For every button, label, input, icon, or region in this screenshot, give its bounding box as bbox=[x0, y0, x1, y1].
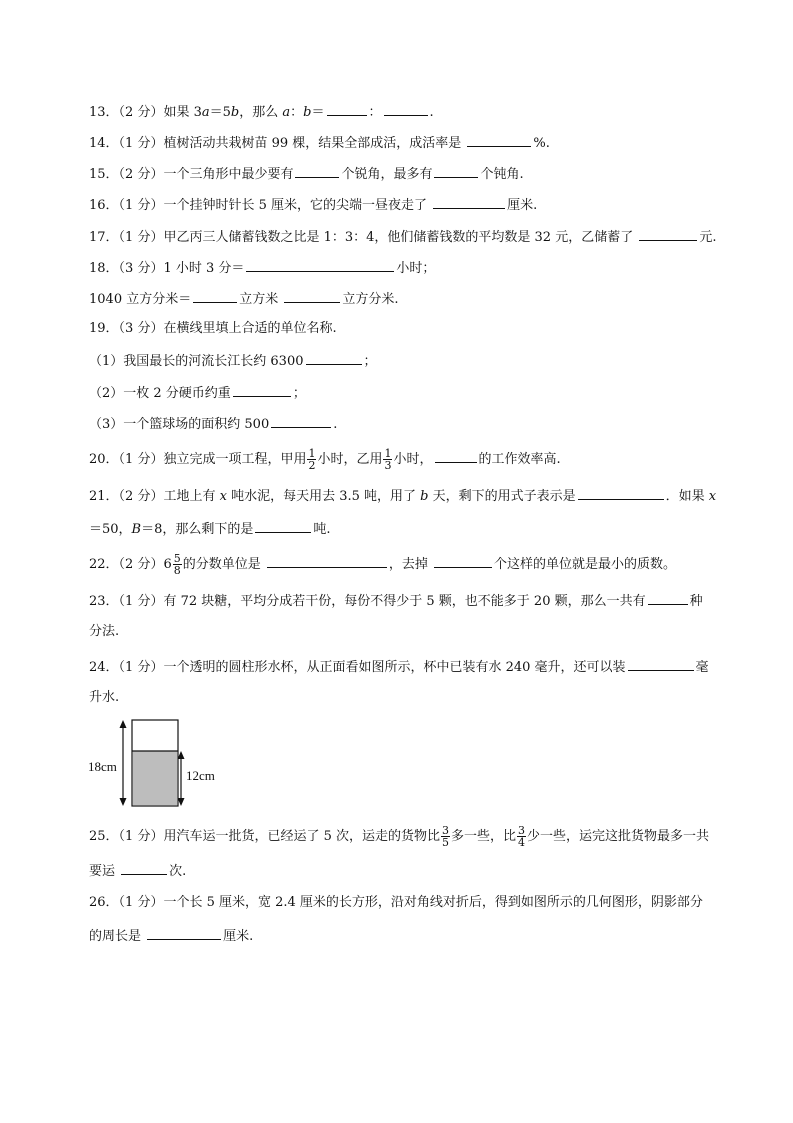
question-25 bbox=[89, 824, 709, 850]
question-text: ，去掉 bbox=[388, 557, 433, 572]
question-text: 升水. bbox=[89, 690, 120, 705]
question-text: （1）我国最长的河流长江长约 6300 bbox=[89, 354, 304, 369]
answer-blank[interactable] bbox=[628, 656, 694, 671]
question-13 bbox=[89, 101, 434, 123]
answer-blank[interactable] bbox=[193, 288, 237, 303]
fraction bbox=[173, 553, 182, 576]
question-text: ＝ bbox=[311, 105, 325, 120]
question-19-sub-3 bbox=[89, 413, 337, 435]
question-text: ＝5 bbox=[209, 105, 231, 120]
variable: b bbox=[420, 489, 429, 504]
variable: a bbox=[282, 105, 291, 120]
question-text: 吨水泥，每天用去 3.5 吨，用了 bbox=[226, 489, 421, 504]
question-text: 个这样的单位就是最小的质数。 bbox=[494, 557, 677, 572]
question-number: 14． bbox=[89, 136, 119, 151]
question-26-line-2 bbox=[89, 925, 253, 947]
answer-blank[interactable] bbox=[384, 101, 428, 116]
answer-blank[interactable] bbox=[434, 163, 478, 178]
question-19-sub-2 bbox=[89, 382, 306, 404]
water-height-label: 12cm bbox=[186, 768, 215, 783]
question-23-line-2 bbox=[89, 622, 119, 642]
question-score: （1 分） bbox=[118, 198, 164, 213]
question-17 bbox=[89, 226, 716, 248]
answer-blank[interactable] bbox=[147, 925, 221, 940]
question-text: 的周长是 bbox=[89, 929, 146, 944]
question-text: 1 小时 3 分＝ bbox=[163, 261, 245, 276]
question-score: （3 分） bbox=[118, 321, 164, 336]
fraction-denominator: 5 bbox=[442, 836, 449, 849]
question-number: 22． bbox=[89, 557, 119, 572]
question-number: 18． bbox=[89, 261, 119, 276]
question-text: 的工作效率高. bbox=[478, 452, 561, 467]
question-text: 用汽车运一批货，已经运了 5 次，运走的货物比 bbox=[163, 829, 440, 844]
question-text: 个钝角. bbox=[480, 167, 524, 182]
variable: a bbox=[201, 105, 210, 120]
question-number: 15． bbox=[89, 167, 119, 182]
variable: b bbox=[230, 105, 240, 120]
question-text: 1040 立方分米＝ bbox=[89, 292, 192, 307]
question-score: （1 分） bbox=[118, 594, 164, 609]
answer-blank[interactable] bbox=[233, 382, 291, 397]
variable: x bbox=[708, 489, 717, 504]
question-number: 13． bbox=[89, 105, 119, 120]
question-14 bbox=[89, 132, 550, 154]
total-height-label: 18cm bbox=[88, 759, 117, 774]
question-score: （2 分） bbox=[118, 167, 164, 182]
answer-blank[interactable] bbox=[434, 553, 492, 568]
question-score: （1 分） bbox=[118, 452, 164, 467]
question-26 bbox=[89, 893, 703, 913]
question-22 bbox=[89, 552, 676, 578]
question-18 bbox=[89, 257, 435, 279]
answer-blank[interactable] bbox=[648, 590, 688, 605]
question-text: 小时； bbox=[396, 261, 436, 276]
fraction-numerator: 1 bbox=[384, 447, 392, 460]
question-19 bbox=[89, 319, 337, 339]
answer-blank[interactable] bbox=[271, 413, 331, 428]
answer-blank[interactable] bbox=[255, 518, 311, 533]
answer-blank[interactable] bbox=[267, 553, 387, 568]
answer-blank[interactable] bbox=[467, 132, 531, 147]
question-text: 立方米 bbox=[239, 292, 283, 307]
answer-blank[interactable] bbox=[246, 257, 394, 272]
answer-blank[interactable] bbox=[578, 485, 664, 500]
mixed-number-whole: 6 bbox=[163, 557, 172, 572]
answer-blank[interactable] bbox=[433, 194, 505, 209]
question-number: 26． bbox=[89, 895, 119, 910]
question-text: 的分数单位是 bbox=[182, 557, 265, 572]
question-text: （3）一个篮球场的面积约 500 bbox=[89, 417, 270, 432]
fraction bbox=[517, 825, 526, 848]
answer-blank[interactable] bbox=[435, 448, 477, 463]
variable: b bbox=[303, 105, 312, 120]
question-text: 毫 bbox=[695, 660, 709, 675]
question-score: （1 分） bbox=[118, 136, 164, 151]
answer-blank[interactable] bbox=[121, 860, 167, 875]
question-15 bbox=[89, 163, 524, 185]
arrow-head-down bbox=[120, 798, 127, 806]
answer-blank[interactable] bbox=[284, 288, 340, 303]
fraction-denominator: 4 bbox=[518, 836, 526, 849]
question-text: 要运 bbox=[89, 864, 120, 879]
question-text: （2）一枚 2 分硬币约重 bbox=[89, 386, 231, 401]
question-text: 厘米. bbox=[507, 198, 538, 213]
question-20 bbox=[89, 447, 561, 473]
question-text: 次. bbox=[169, 864, 187, 879]
fraction-denominator: 8 bbox=[173, 564, 181, 577]
question-21 bbox=[89, 485, 716, 507]
question-text: 如果 3 bbox=[163, 105, 202, 120]
question-text: ； bbox=[292, 386, 306, 401]
question-score: （2 分） bbox=[118, 105, 164, 120]
question-24-line-2 bbox=[89, 688, 119, 708]
variable: x bbox=[219, 489, 227, 504]
question-text: 小时，乙用 bbox=[317, 452, 383, 467]
fraction bbox=[383, 448, 392, 471]
question-text: 多一些，比 bbox=[451, 829, 517, 844]
question-text: ： bbox=[290, 105, 304, 120]
question-score: （2 分） bbox=[118, 557, 164, 572]
question-19-sub-1 bbox=[89, 350, 377, 372]
question-text: 一个透明的圆柱形水杯，从正面看如图所示，杯中已装有水 240 毫升，还可以装 bbox=[163, 660, 626, 675]
question-text: ； bbox=[363, 354, 377, 369]
question-text: 一个长 5 厘米，宽 2.4 厘米的长方形，沿对角线对折后，得到如图所示的几何图形，阴影部分 bbox=[163, 895, 703, 910]
arrow-head-up bbox=[120, 720, 127, 728]
answer-blank[interactable] bbox=[639, 226, 697, 241]
question-text: 元. bbox=[699, 230, 717, 245]
question-number: 23． bbox=[89, 594, 119, 609]
question-text: %. bbox=[533, 136, 550, 151]
question-21-line-2 bbox=[89, 518, 331, 540]
variable: B bbox=[131, 522, 142, 537]
fraction-denominator: 2 bbox=[308, 459, 316, 472]
fraction-numerator: 3 bbox=[442, 824, 449, 837]
question-text: 甲乙丙三人储蓄钱数之比是 1：3：4，他们储蓄钱数的平均数是 32 元，乙储蓄了 bbox=[163, 230, 638, 245]
answer-blank[interactable] bbox=[327, 101, 367, 116]
question-text: 个锐角，最多有 bbox=[341, 167, 433, 182]
question-text: 小时， bbox=[393, 452, 433, 467]
question-23 bbox=[89, 590, 703, 612]
question-text: 在横线里填上合适的单位名称. bbox=[163, 321, 337, 336]
question-text: ，那么 bbox=[239, 105, 283, 120]
question-25-line-2 bbox=[89, 860, 186, 882]
fraction-numerator: 3 bbox=[518, 824, 526, 837]
cup-figure bbox=[88, 714, 228, 814]
question-18-line-2 bbox=[89, 288, 399, 310]
question-text: 厘米. bbox=[223, 929, 254, 944]
fraction-numerator: 5 bbox=[173, 552, 181, 565]
question-text: 一个挂钟时针长 5 厘米，它的尖端一昼夜走了 bbox=[163, 198, 432, 213]
question-16 bbox=[89, 194, 537, 216]
water-fill bbox=[133, 751, 178, 805]
question-number: 20． bbox=[89, 452, 119, 467]
question-text: ＝50， bbox=[89, 522, 132, 537]
question-text: ＝8，那么剩下的是 bbox=[141, 522, 254, 537]
question-text: 一个三角形中最少要有 bbox=[163, 167, 294, 182]
question-text: 少一些，运完这批货物最多一共 bbox=[527, 829, 710, 844]
question-text: 吨. bbox=[313, 522, 331, 537]
question-text: 有 72 块糖，平均分成若干份，每份不得少于 5 颗，也不能多于 20 颗，那么一共有 bbox=[163, 594, 646, 609]
question-24 bbox=[89, 656, 709, 678]
question-number: 24． bbox=[89, 660, 119, 675]
question-text: 工地上有 bbox=[163, 489, 220, 504]
question-text: 独立完成一项工程，甲用 bbox=[163, 452, 307, 467]
question-score: （3 分） bbox=[118, 261, 164, 276]
question-text: 立方分米. bbox=[342, 292, 399, 307]
question-score: （1 分） bbox=[118, 660, 164, 675]
answer-blank[interactable] bbox=[295, 163, 339, 178]
question-text: 分法. bbox=[89, 624, 120, 639]
question-number: 25． bbox=[89, 829, 119, 844]
question-score: （1 分） bbox=[118, 829, 164, 844]
answer-blank[interactable] bbox=[306, 350, 362, 365]
question-text: 天，剩下的用式子表示是 bbox=[428, 489, 576, 504]
question-number: 16． bbox=[89, 198, 119, 213]
question-number: 17． bbox=[89, 230, 119, 245]
question-score: （2 分） bbox=[118, 489, 164, 504]
fraction-numerator: 1 bbox=[308, 447, 316, 460]
question-text: ．如果 bbox=[665, 489, 709, 504]
question-text: . bbox=[333, 417, 338, 432]
question-text: 种 bbox=[689, 594, 703, 609]
question-number: 19． bbox=[89, 321, 119, 336]
fraction bbox=[441, 825, 450, 848]
fraction-denominator: 3 bbox=[384, 459, 392, 472]
question-text: ： bbox=[368, 105, 382, 120]
question-text: . bbox=[429, 105, 434, 120]
question-number: 21． bbox=[89, 489, 119, 504]
question-score: （1 分） bbox=[118, 230, 164, 245]
question-text: 植树活动共栽树苗 99 棵，结果全部成活，成活率是 bbox=[163, 136, 466, 151]
fraction bbox=[307, 448, 316, 471]
question-score: （1 分） bbox=[118, 895, 164, 910]
